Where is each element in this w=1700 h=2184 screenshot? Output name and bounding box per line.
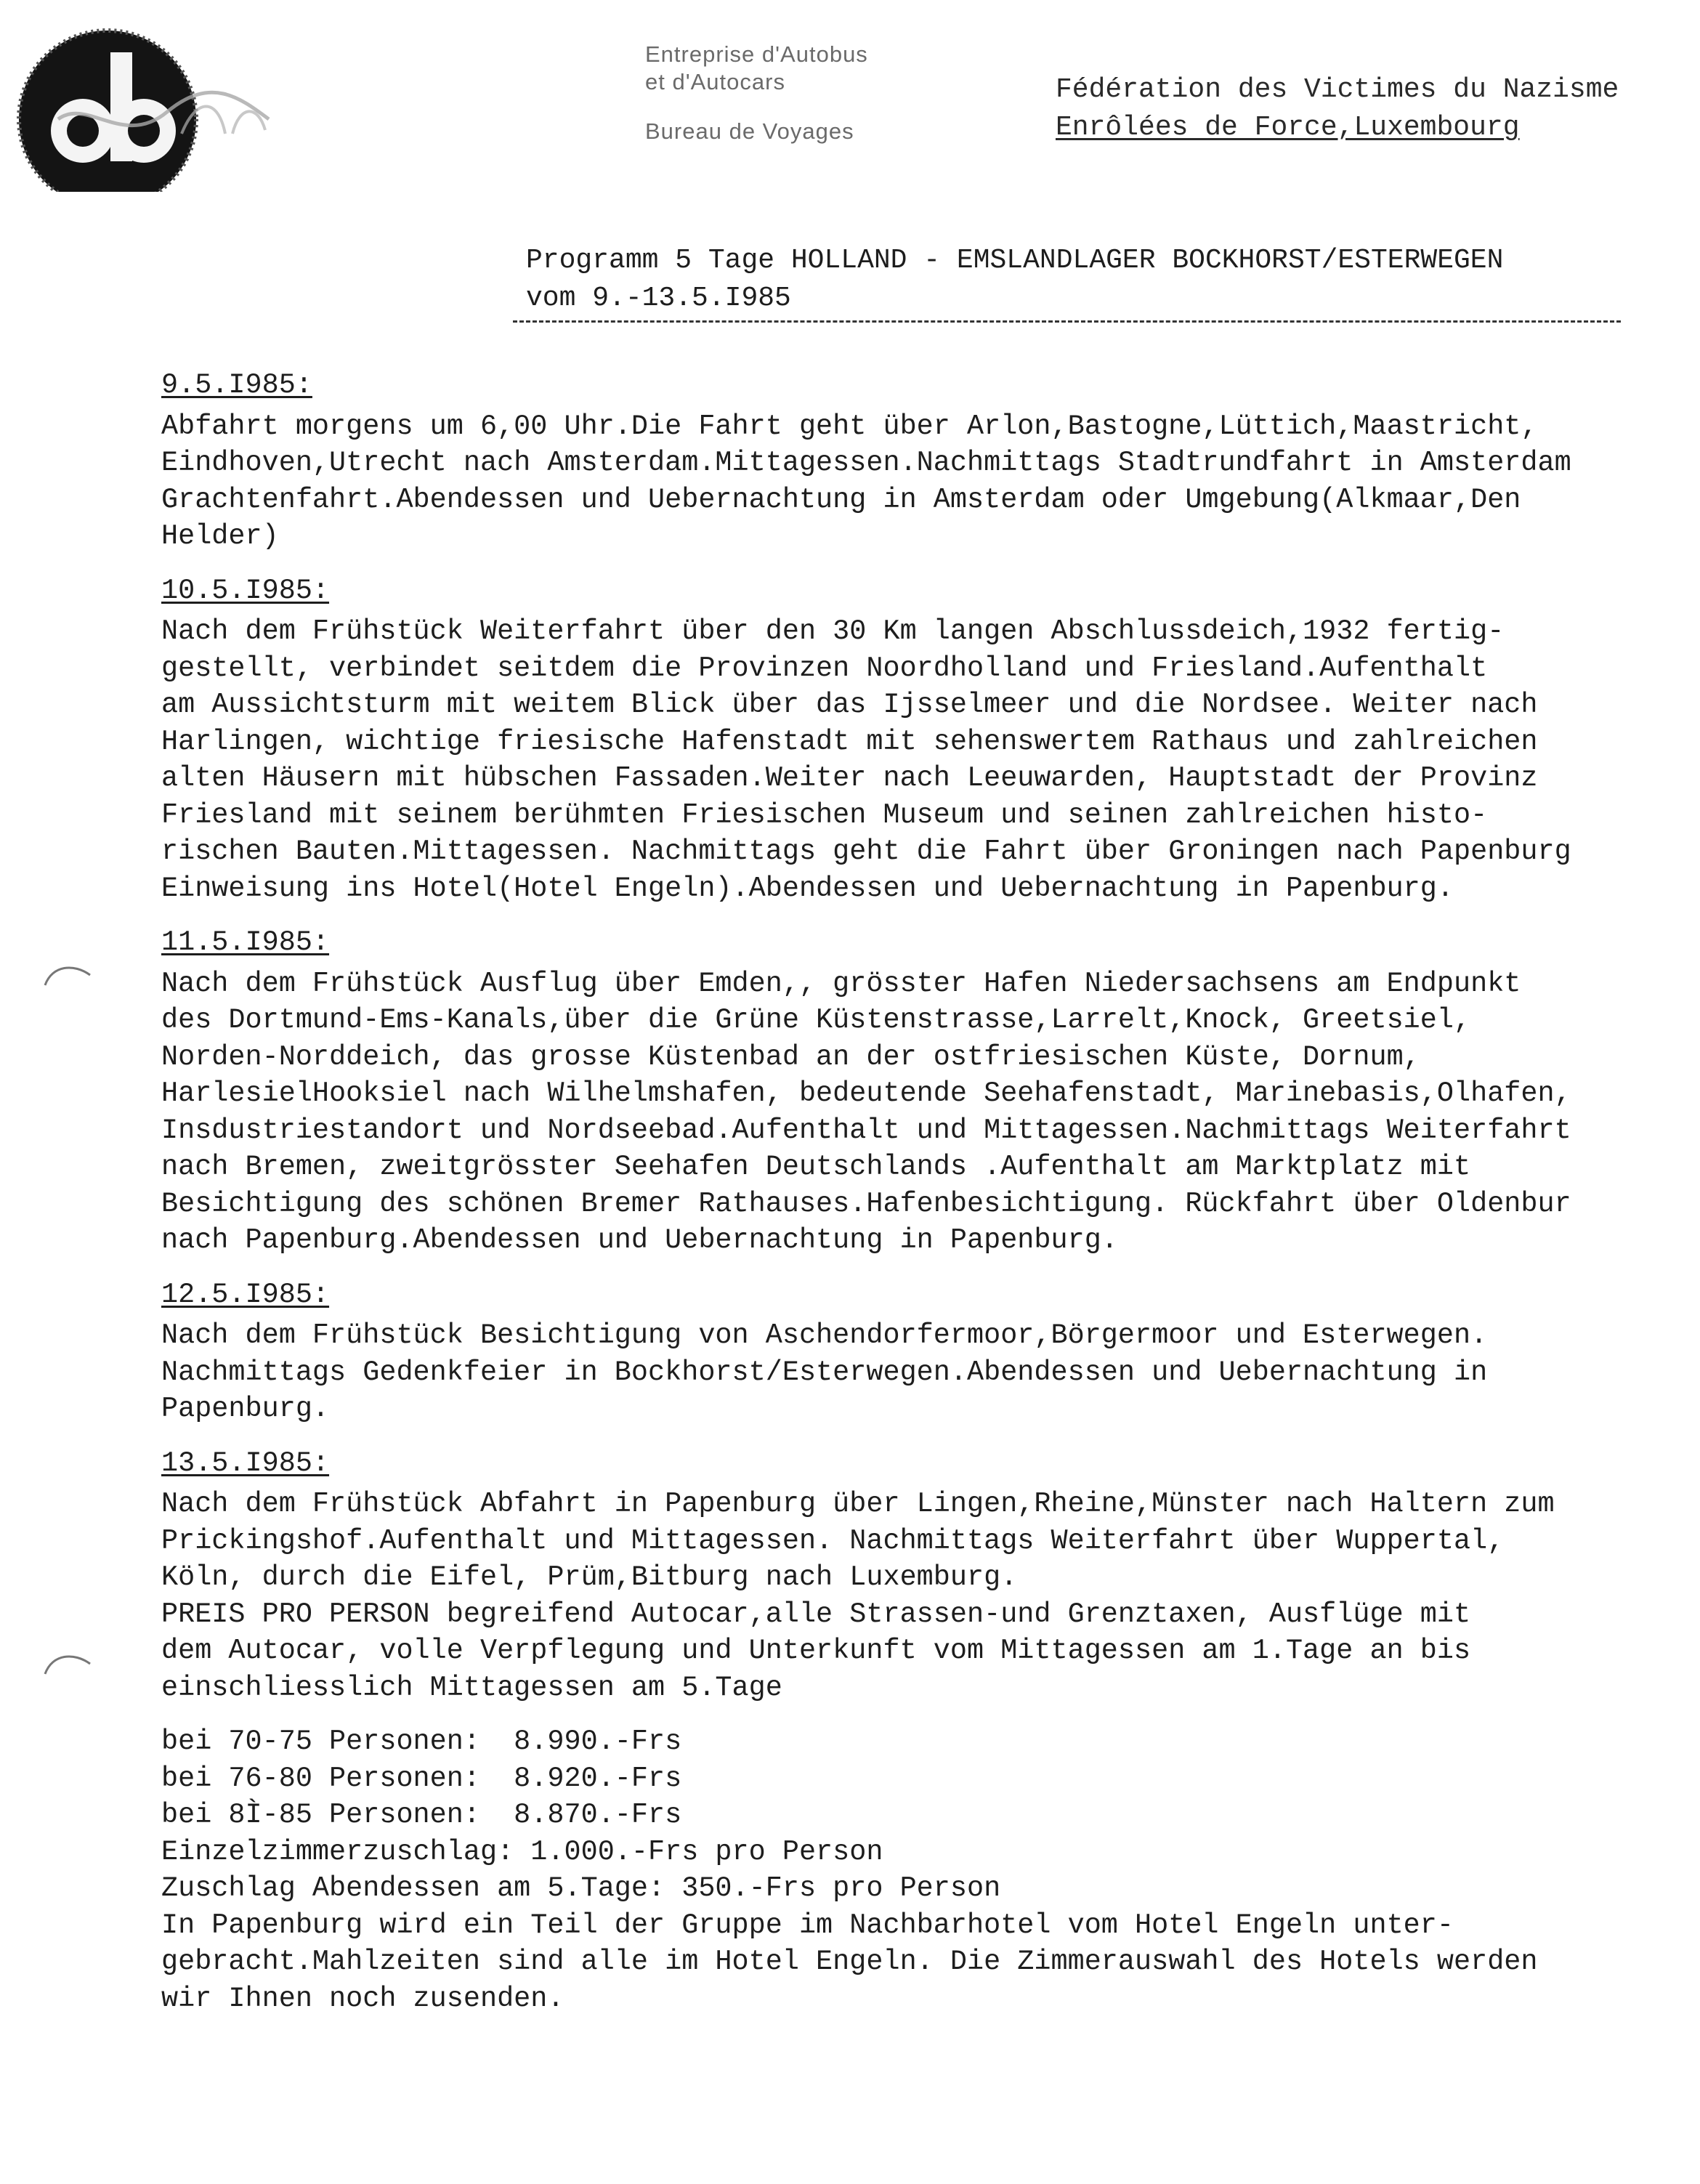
single-room-supplement: Einzelzimmerzuschlag: 1.000.-Frs pro Person (161, 1835, 883, 1868)
company-line-1: Entreprise d'Autobus (645, 41, 868, 67)
price-row: bei 8Ì-85 Personen: 8.870.-Frs (161, 1799, 682, 1831)
day-date: 9.5.I985: (161, 369, 312, 401)
program-body (161, 367, 1694, 2017)
federation-header (1056, 71, 1619, 147)
program-title-line-1: Programm 5 Tage HOLLAND - EMSLANDLAGER BOCKHORST/ESTERWEGEN (526, 245, 1504, 276)
company-line-3: Bureau de Voyages (645, 118, 854, 144)
day-date: 12.5.I985: (161, 1278, 330, 1311)
hotel-note: In Papenburg wird ein Teil der Gruppe im Nachbarhotel vom Hotel Engeln unter- gebracht.Mahlzeiten sind alle im Hotel Engeln. Die Zimmerauswahl des Hotels werden wir Ihnen noch zusenden. (161, 1909, 1538, 2015)
day-description: Nach dem Frühstück Abfahrt in Papenburg über Lingen,Rheine,Münster nach Haltern zum Prickingshof.Aufenthalt und Mittagessen. Nachmittags Weiterfahrt über Wuppertal, Köln, durch die Eifel, Prüm,Bitburg nach Luxemburg. (161, 1488, 1555, 1593)
day-5 (161, 1445, 1694, 1596)
company-logo (7, 10, 291, 192)
day-1 (161, 367, 1694, 555)
day-description: Nach dem Frühstück Weiterfahrt über den 30 Km langen Abschlussdeich,1932 fertig- gestellt, verbindet seitdem die Provinzen Noordholland und Friesland.Aufenthalt am Aussichtsturm mit weitem Blick über das Ijsselmeer und die Nordsee. Weiter nach Harlingen, wichtige friesische Hafenstadt mit sehenswertem Rathaus und zahlreichen alten Häusern mit hübschen Fassaden.Weiter nach Leeuwarden, Hauptstadt der Provinz Friesland mit seinem berühmten Friesischen Museum und seinen zahlreichen histo- rischen Bauten.Mittagessen. Nachmittags geht die Fahrt über Groningen nach Papenburg Einweisung ins Hotel(Hotel Engeln).Abendessen und Uebernachtung in Papenburg. (161, 615, 1571, 905)
day-3 (161, 924, 1694, 1259)
day-description: Nach dem Frühstück Besichtigung von Aschendorfermoor,Börgermoor und Esterwegen. Nachmittags Gedenkfeier in Bockhorst/Esterwegen.Abendessen und Uebernachtung in Papenburg. (161, 1319, 1488, 1425)
day-description: Nach dem Frühstück Ausflug über Emden,, grösster Hafen Niedersachsens am Endpunkt des Dortmund-Ems-Kanals,über die Grüne Küstenstrasse,Larrelt,Knock, Greetsiel, Norden-Norddeich, das grosse Küstenbad an der ostfriesischen Küste, Dornum, HarlesielHooksiel nach Wilhelmshafen, bedeutende Seehafenstadt, Marinebasis,Olhafen, Insdustriestandort und Nordseebad.Aufenthalt und Mittagessen.Nachmittags Weiterfahrt nach Bremen, zweitgrösster Seehafen Deutschlands .Aufenthalt am Marktplatz mit Besichtigung des schönen Bremer Rathauses.Hafenbesichtigung. Rückfahrt über Oldenbur nach Papenburg.Abendessen und Uebernachtung in Papenburg. (161, 967, 1571, 1256)
day-2 (161, 573, 1694, 907)
federation-line-2: Enrôlées de Force,Luxembourg (1056, 112, 1520, 143)
dinner-supplement: Zuschlag Abendessen am 5.Tage: 350.-Frs pro Person (161, 1872, 1001, 1904)
program-title-line-2: vom 9.-13.5.I985 (526, 283, 791, 314)
company-name (645, 41, 868, 145)
day-date: 13.5.I985: (161, 1447, 330, 1479)
day-description: Abfahrt morgens um 6,00 Uhr.Die Fahrt geht über Arlon,Bastogne,Lüttich,Maastricht, Eindhoven,Utrecht nach Amsterdam.Mittagessen.Nachmittags Stadtrundfahrt in Amsterdam Grachtenfahrt.Abendessen und Uebernachtung in Amsterdam oder Umgebung(Alkmaar,Den Helder) (161, 410, 1571, 552)
day-4 (161, 1277, 1694, 1428)
title-divider (513, 320, 1621, 323)
day-date: 10.5.I985: (161, 574, 330, 607)
federation-line-1: Fédération des Victimes du Nazisme (1056, 74, 1619, 105)
price-table (161, 1723, 1694, 1834)
punch-hole-mark (42, 960, 93, 990)
price-row: bei 70-75 Personen: 8.990.-Frs (161, 1726, 682, 1758)
day-date: 11.5.I985: (161, 926, 330, 958)
program-title (526, 242, 1503, 318)
price-intro: PREIS PRO PERSON begreifend Autocar,alle Strassen-und Grenztaxen, Ausflüge mit dem Autocar, volle Verpflegung und Unterkunft vom Mittagessen am 1.Tage an bis einschliesslich Mittagessen am 5.Tage (161, 1598, 1471, 1704)
punch-hole-mark (42, 1649, 93, 1678)
company-line-2: et d'Autocars (645, 69, 785, 94)
price-row: bei 76-80 Personen: 8.920.-Frs (161, 1762, 682, 1795)
